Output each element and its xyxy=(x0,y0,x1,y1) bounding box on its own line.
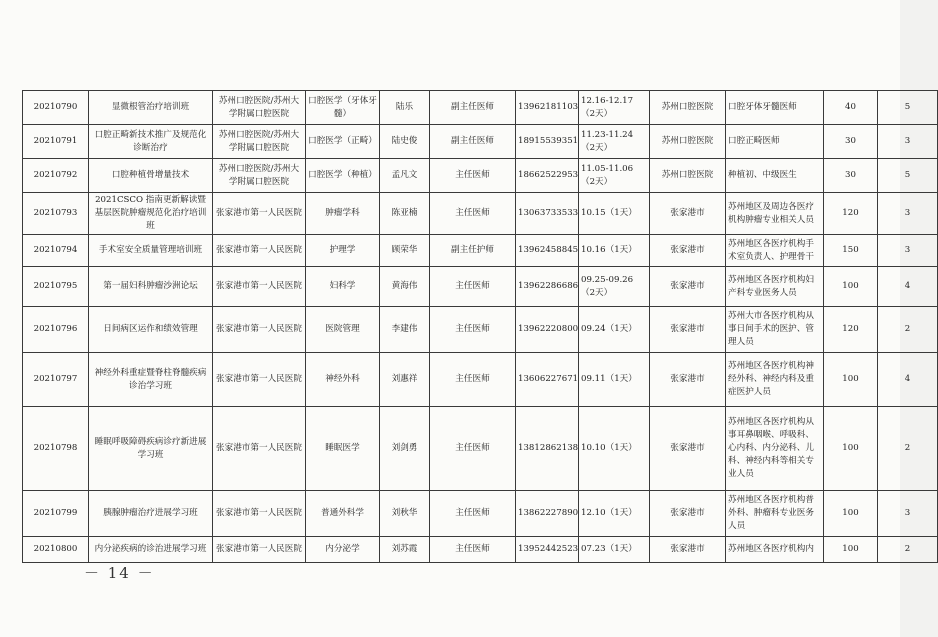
credit-hours: 3 xyxy=(878,193,938,235)
contact-person: 陆乐 xyxy=(380,91,430,125)
course-code: 20210794 xyxy=(23,235,89,267)
table-row xyxy=(23,235,938,267)
venue: 苏州口腔医院 xyxy=(650,125,726,159)
course-code: 20210800 xyxy=(23,537,89,563)
course-title: 2021CSCO 指南更新解读暨基层医院肿瘤规范化治疗培训班 xyxy=(89,193,213,235)
course-title: 口腔正畸新技术推广及规范化诊断治疗 xyxy=(89,125,213,159)
venue: 张家港市 xyxy=(650,193,726,235)
target-audience: 苏州地区各医疗机构手术室负责人、护理骨干 xyxy=(726,235,824,267)
course-date: 09.11（1天） xyxy=(579,353,650,407)
organizer: 张家港市第一人民医院 xyxy=(213,267,306,307)
course-title: 神经外科重症暨脊柱脊髓疾病诊治学习班 xyxy=(89,353,213,407)
target-audience: 口腔正畸医师 xyxy=(726,125,824,159)
organizer: 张家港市第一人民医院 xyxy=(213,235,306,267)
enrollment-count: 120 xyxy=(824,307,878,353)
training-course-table xyxy=(22,90,938,563)
phone-number: 13962458845 xyxy=(516,235,579,267)
title-rank: 主任医师 xyxy=(430,353,516,407)
contact-person: 陆史俊 xyxy=(380,125,430,159)
course-title: 内分泌疾病的诊治进展学习班 xyxy=(89,537,213,563)
phone-number: 18662522953 xyxy=(516,159,579,193)
target-audience: 种植初、中级医生 xyxy=(726,159,824,193)
department: 医院管理 xyxy=(306,307,380,353)
venue: 张家港市 xyxy=(650,407,726,491)
title-rank: 副主任医师 xyxy=(430,91,516,125)
phone-number: 13862227890 xyxy=(516,491,579,537)
contact-person: 孟凡文 xyxy=(380,159,430,193)
table-row xyxy=(23,491,938,537)
course-title: 显微根管治疗培训班 xyxy=(89,91,213,125)
enrollment-count: 40 xyxy=(824,91,878,125)
course-code: 20210797 xyxy=(23,353,89,407)
department: 口腔医学（正畸） xyxy=(306,125,380,159)
organizer: 张家港市第一人民医院 xyxy=(213,353,306,407)
course-code: 20210799 xyxy=(23,491,89,537)
department: 妇科学 xyxy=(306,267,380,307)
phone-number: 13063733533 xyxy=(516,193,579,235)
course-date: 10.16（1天） xyxy=(579,235,650,267)
venue: 张家港市 xyxy=(650,267,726,307)
table-row xyxy=(23,307,938,353)
course-date: 11.05-11.06（2天） xyxy=(579,159,650,193)
table-row xyxy=(23,537,938,563)
course-title: 胰腺肿瘤治疗进展学习班 xyxy=(89,491,213,537)
department: 内分泌学 xyxy=(306,537,380,563)
contact-person: 李建伟 xyxy=(380,307,430,353)
department: 口腔医学（种植） xyxy=(306,159,380,193)
credit-hours: 3 xyxy=(878,125,938,159)
target-audience: 口腔牙体牙髓医师 xyxy=(726,91,824,125)
contact-person: 刘秋华 xyxy=(380,491,430,537)
organizer: 张家港市第一人民医院 xyxy=(213,491,306,537)
table-row xyxy=(23,267,938,307)
course-date: 12.16-12.17（2天） xyxy=(579,91,650,125)
enrollment-count: 100 xyxy=(824,537,878,563)
department: 护理学 xyxy=(306,235,380,267)
title-rank: 主任医师 xyxy=(430,159,516,193)
table-row xyxy=(23,353,938,407)
phone-number: 13812862138 xyxy=(516,407,579,491)
table-body xyxy=(23,91,938,563)
venue: 苏州口腔医院 xyxy=(650,91,726,125)
course-code: 20210791 xyxy=(23,125,89,159)
enrollment-count: 100 xyxy=(824,491,878,537)
title-rank: 主任医师 xyxy=(430,193,516,235)
organizer: 苏州口腔医院/苏州大学附属口腔医院 xyxy=(213,91,306,125)
course-code: 20210796 xyxy=(23,307,89,353)
target-audience: 苏州大市各医疗机构从事日间手术的医护、管理人员 xyxy=(726,307,824,353)
course-title: 手术室安全质量管理培训班 xyxy=(89,235,213,267)
enrollment-count: 30 xyxy=(824,159,878,193)
table-row xyxy=(23,159,938,193)
enrollment-count: 150 xyxy=(824,235,878,267)
enrollment-count: 100 xyxy=(824,353,878,407)
course-date: 12.10（1天） xyxy=(579,491,650,537)
course-code: 20210792 xyxy=(23,159,89,193)
title-rank: 主任医师 xyxy=(430,407,516,491)
contact-person: 顾荣华 xyxy=(380,235,430,267)
department: 肿瘤学科 xyxy=(306,193,380,235)
phone-number: 13962181103 xyxy=(516,91,579,125)
credit-hours: 5 xyxy=(878,159,938,193)
organizer: 张家港市第一人民医院 xyxy=(213,407,306,491)
course-date: 07.23（1天） xyxy=(579,537,650,563)
enrollment-count: 30 xyxy=(824,125,878,159)
venue: 张家港市 xyxy=(650,235,726,267)
contact-person: 刘剑勇 xyxy=(380,407,430,491)
course-date: 09.24（1天） xyxy=(579,307,650,353)
credit-hours: 2 xyxy=(878,537,938,563)
venue: 张家港市 xyxy=(650,353,726,407)
title-rank: 副主任医师 xyxy=(430,125,516,159)
credit-hours: 5 xyxy=(878,91,938,125)
enrollment-count: 100 xyxy=(824,407,878,491)
table-row xyxy=(23,407,938,491)
organizer: 张家港市第一人民医院 xyxy=(213,193,306,235)
title-rank: 主任医师 xyxy=(430,307,516,353)
venue: 张家港市 xyxy=(650,307,726,353)
target-audience: 苏州地区及周边各医疗机构肿瘤专业相关人员 xyxy=(726,193,824,235)
organizer: 张家港市第一人民医院 xyxy=(213,307,306,353)
phone-number: 13962286686 xyxy=(516,267,579,307)
target-audience: 苏州地区各医疗机构神经外科、神经内科及重症医护人员 xyxy=(726,353,824,407)
course-code: 20210798 xyxy=(23,407,89,491)
venue: 苏州口腔医院 xyxy=(650,159,726,193)
page-number: － 14 － xyxy=(84,564,155,582)
course-code: 20210793 xyxy=(23,193,89,235)
venue: 张家港市 xyxy=(650,491,726,537)
phone-number: 13606227671 xyxy=(516,353,579,407)
target-audience: 苏州地区各医疗机构普外科、肿瘤科专业医务人员 xyxy=(726,491,824,537)
contact-person: 陈亚楠 xyxy=(380,193,430,235)
course-date: 10.15（1天） xyxy=(579,193,650,235)
organizer: 张家港市第一人民医院 xyxy=(213,537,306,563)
title-rank: 副主任护师 xyxy=(430,235,516,267)
course-date: 10.10（1天） xyxy=(579,407,650,491)
course-title: 口腔种植骨增量技术 xyxy=(89,159,213,193)
phone-number: 13962220800 xyxy=(516,307,579,353)
department: 神经外科 xyxy=(306,353,380,407)
contact-person: 黄海伟 xyxy=(380,267,430,307)
credit-hours: 4 xyxy=(878,267,938,307)
contact-person: 刘惠祥 xyxy=(380,353,430,407)
target-audience: 苏州地区各医疗机构妇产科专业医务人员 xyxy=(726,267,824,307)
department: 口腔医学（牙体牙髓） xyxy=(306,91,380,125)
organizer: 苏州口腔医院/苏州大学附属口腔医院 xyxy=(213,125,306,159)
course-title: 日间病区运作和绩效管理 xyxy=(89,307,213,353)
phone-number: 13952442523 xyxy=(516,537,579,563)
course-code: 20210790 xyxy=(23,91,89,125)
organizer: 苏州口腔医院/苏州大学附属口腔医院 xyxy=(213,159,306,193)
target-audience: 苏州地区各医疗机构内 xyxy=(726,537,824,563)
credit-hours: 2 xyxy=(878,407,938,491)
course-title: 第一届妇科肿瘤沙洲论坛 xyxy=(89,267,213,307)
course-code: 20210795 xyxy=(23,267,89,307)
target-audience: 苏州地区各医疗机构从事耳鼻咽喉、呼吸科、心内科、内分泌科、儿科、神经内科等相关专业人员 xyxy=(726,407,824,491)
phone-number: 18915539351 xyxy=(516,125,579,159)
department: 睡眠医学 xyxy=(306,407,380,491)
table-row xyxy=(23,193,938,235)
table-row xyxy=(23,125,938,159)
title-rank: 主任医师 xyxy=(430,537,516,563)
title-rank: 主任医师 xyxy=(430,491,516,537)
title-rank: 主任医师 xyxy=(430,267,516,307)
credit-hours: 4 xyxy=(878,353,938,407)
course-title: 睡眠呼吸障碍疾病诊疗新进展学习班 xyxy=(89,407,213,491)
enrollment-count: 120 xyxy=(824,193,878,235)
enrollment-count: 100 xyxy=(824,267,878,307)
contact-person: 刘苏霞 xyxy=(380,537,430,563)
credit-hours: 3 xyxy=(878,235,938,267)
table-row xyxy=(23,91,938,125)
credit-hours: 2 xyxy=(878,307,938,353)
course-date: 09.25-09.26（2天） xyxy=(579,267,650,307)
credit-hours: 3 xyxy=(878,491,938,537)
venue: 张家港市 xyxy=(650,537,726,563)
department: 普通外科学 xyxy=(306,491,380,537)
course-date: 11.23-11.24（2天） xyxy=(579,125,650,159)
